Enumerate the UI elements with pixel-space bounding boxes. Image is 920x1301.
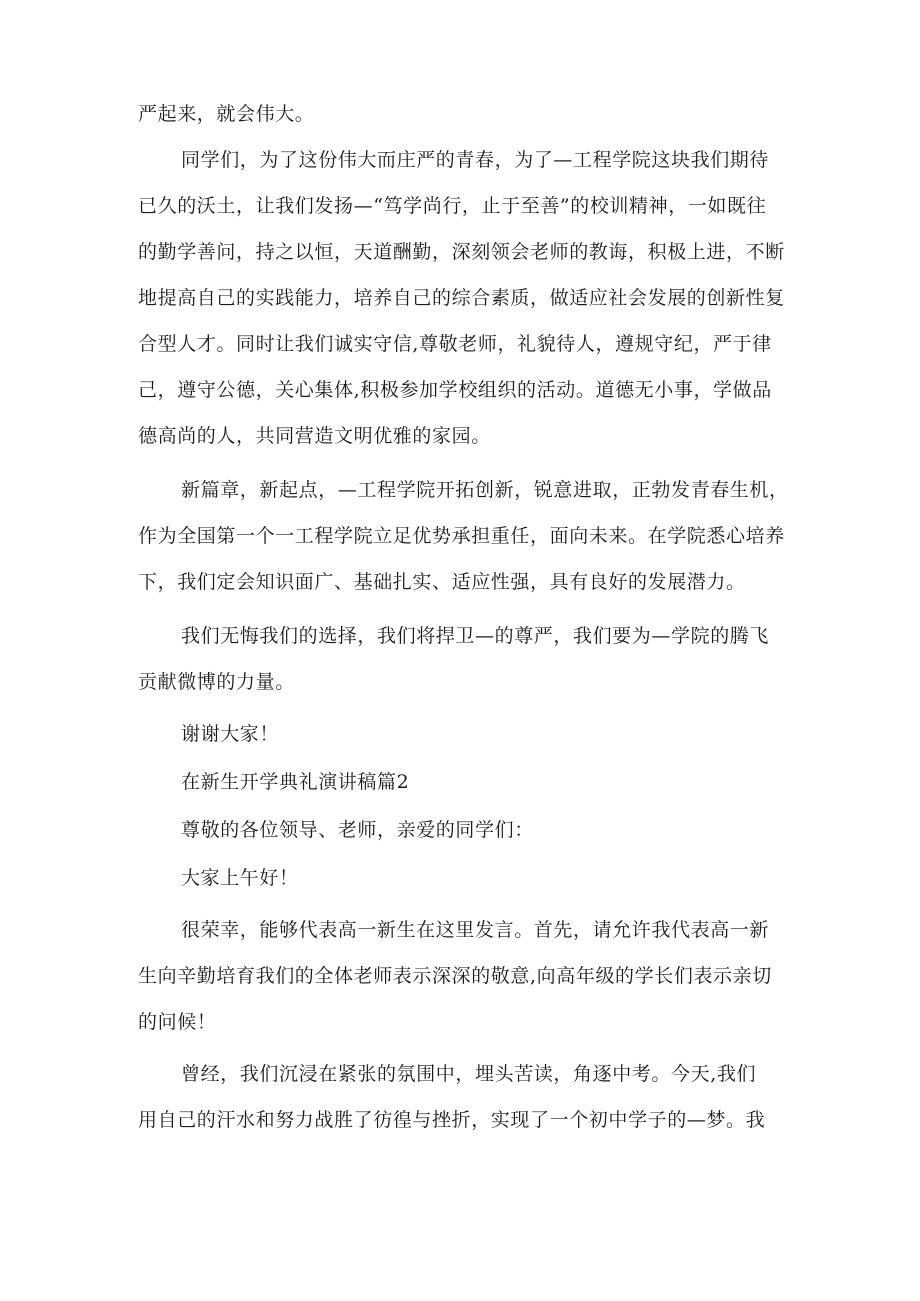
greeting: 大家上午好！ xyxy=(181,867,299,889)
text-line: 生向辛勤培育我们的全体老师表示深深的敬意,向高年级的学长们表示亲切 xyxy=(138,965,772,987)
text-line: 贡献微博的力量。 xyxy=(138,671,295,693)
paragraph-first-line: 曾经，我们沉浸在紧张的氛围中，埋头苦读，角逐中考。今天,我们 xyxy=(181,1063,757,1085)
text-line: 作为全国第一个一工程学院立足优势承担重任，面向未来。在学院悉心培养 xyxy=(138,525,785,547)
text-line: 用自己的汗水和努力战胜了彷徨与挫折，实现了一个初中学子的—梦。我 xyxy=(138,1109,766,1131)
text-line: 合型人才。同时让我们诚实守信,尊敬老师，礼貌待人，遵规守纪，严于律 xyxy=(138,333,772,355)
paragraph-first-line: 新篇章，新起点，—工程学院开拓创新，锐意进取，正勃发青春生机， xyxy=(181,479,789,501)
text-line: 的勤学善问，持之以恒，天道酬勤，深刻领会老师的教诲，积极上进，不断 xyxy=(138,241,785,263)
text-line: 德高尚的人，共同营造文明优雅的家园。 xyxy=(138,425,491,447)
paragraph-first-line: 同学们，为了这份伟大而庄严的青春，为了—工程学院这块我们期待 xyxy=(181,149,770,171)
text-line: 地提高自己的实践能力，培养自己的综合素质，做适应社会发展的创新性复 xyxy=(138,287,785,309)
text-line: 严起来，就会伟大。 xyxy=(138,103,315,125)
text-line: 己，遵守公德，关心集体,积极参加学校组织的活动。道德无小事，学做品 xyxy=(138,379,772,401)
closing-line: 谢谢大家！ xyxy=(181,723,280,745)
section-title: 在新生开学典礼演讲稿篇2 xyxy=(181,771,410,793)
text-line: 的问候！ xyxy=(138,1011,217,1033)
text-line: 下，我们定会知识面广、基础扎实、适应性强，具有良好的发展潜力。 xyxy=(138,571,746,593)
paragraph-first-line: 我们无悔我们的选择，我们将捍卫—的尊严，我们要为—学院的腾飞 xyxy=(181,625,770,647)
paragraph-first-line: 很荣幸，能够代表高一新生在这里发言。首先，请允许我代表高一新 xyxy=(181,919,770,941)
salutation: 尊敬的各位领导、老师，亲爱的同学们： xyxy=(181,819,534,841)
text-line: 已久的沃土，让我们发扬—“笃学尚行，止于至善”的校训精神，一如既往 xyxy=(138,195,767,217)
